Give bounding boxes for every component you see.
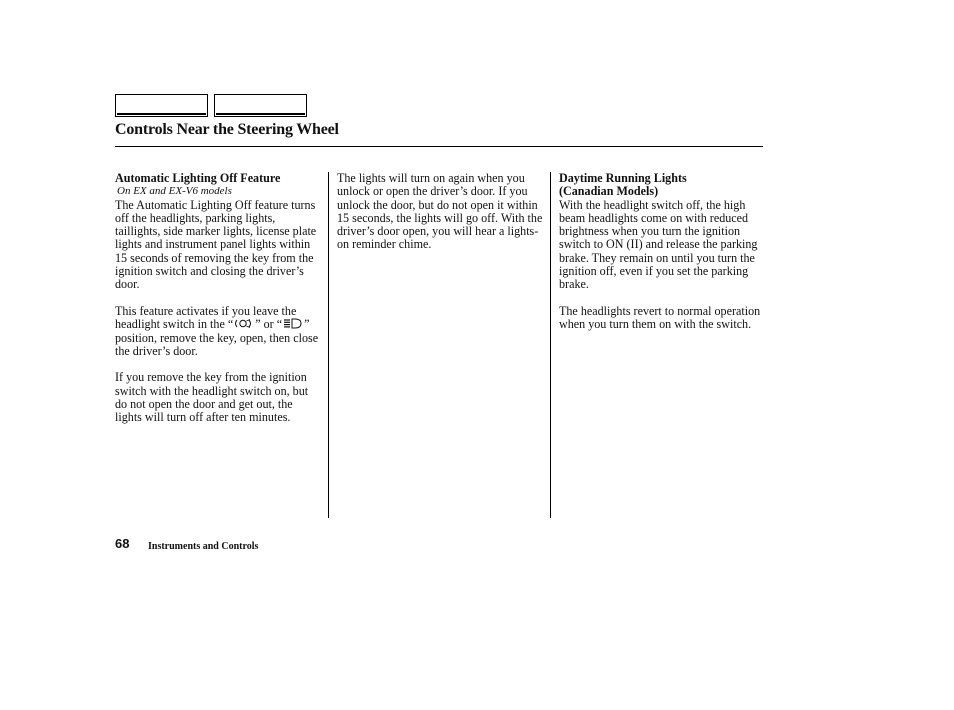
section-name: Instruments and Controls xyxy=(148,541,259,552)
paragraph-drl-revert: The headlights revert to normal operation when you turn them on with the switch. xyxy=(559,303,761,332)
section-heading-auto-lighting-off: Automatic Lighting Off Feature xyxy=(115,171,281,185)
column-left xyxy=(115,172,320,438)
column-middle xyxy=(337,172,543,265)
model-note: On EX and EX-V6 models xyxy=(117,185,232,198)
paragraph-ten-minutes: If you remove the key from the ignition switch with the headlight switch on, but do not open the door and get out, the lights will turn off after ten minutes. xyxy=(115,370,309,425)
nav-tab-previous[interactable] xyxy=(115,94,208,117)
page-title: Controls Near the Steering Wheel xyxy=(115,121,339,138)
headlights-icon xyxy=(282,318,304,329)
parking-lights-icon xyxy=(233,318,255,329)
paragraph-feature-activation xyxy=(115,305,320,358)
title-rule xyxy=(115,146,763,147)
column-divider-2 xyxy=(550,172,551,518)
paragraph-drl-description: With the headlight switch off, the high beam headlights come on with reduced brightness when you turn the ignition switch to ON (II) and release the parking brake. They remain on until you turn the ignition off, even if you set the parking brake. xyxy=(559,197,758,292)
nav-tab-next[interactable] xyxy=(214,94,307,117)
activation-text-part1: This feature activates if you leave the headlight switch in the “ xyxy=(115,303,297,332)
page-number: 68 xyxy=(115,536,130,551)
drl-heading-line1: Daytime Running Lights xyxy=(559,171,687,185)
section-heading-drl xyxy=(559,172,765,199)
paragraph-lights-on-again: The lights will turn on again when you unlock or open the driver’s door. If you unlock the door, but do not open it within 15 seconds, the lights will go off. With the driver’s door open, you will hear a lights-on reminder chime. xyxy=(337,171,543,252)
column-right xyxy=(559,172,765,345)
activation-text-part3: ” position, remove the key, open, then close the driver’s door. xyxy=(115,317,319,358)
activation-text-part2: ” or “ xyxy=(255,317,283,332)
drl-heading-line2: (Canadian Models) xyxy=(559,184,659,199)
paragraph-auto-off-description: The Automatic Lighting Off feature turns off the headlights, parking lights, taillights, side marker lights, license plate lights and instrument panel lights within 15 seconds of removing the key from the ignition switch and closing the driver’s door. xyxy=(115,197,317,292)
column-divider-1 xyxy=(328,172,329,518)
